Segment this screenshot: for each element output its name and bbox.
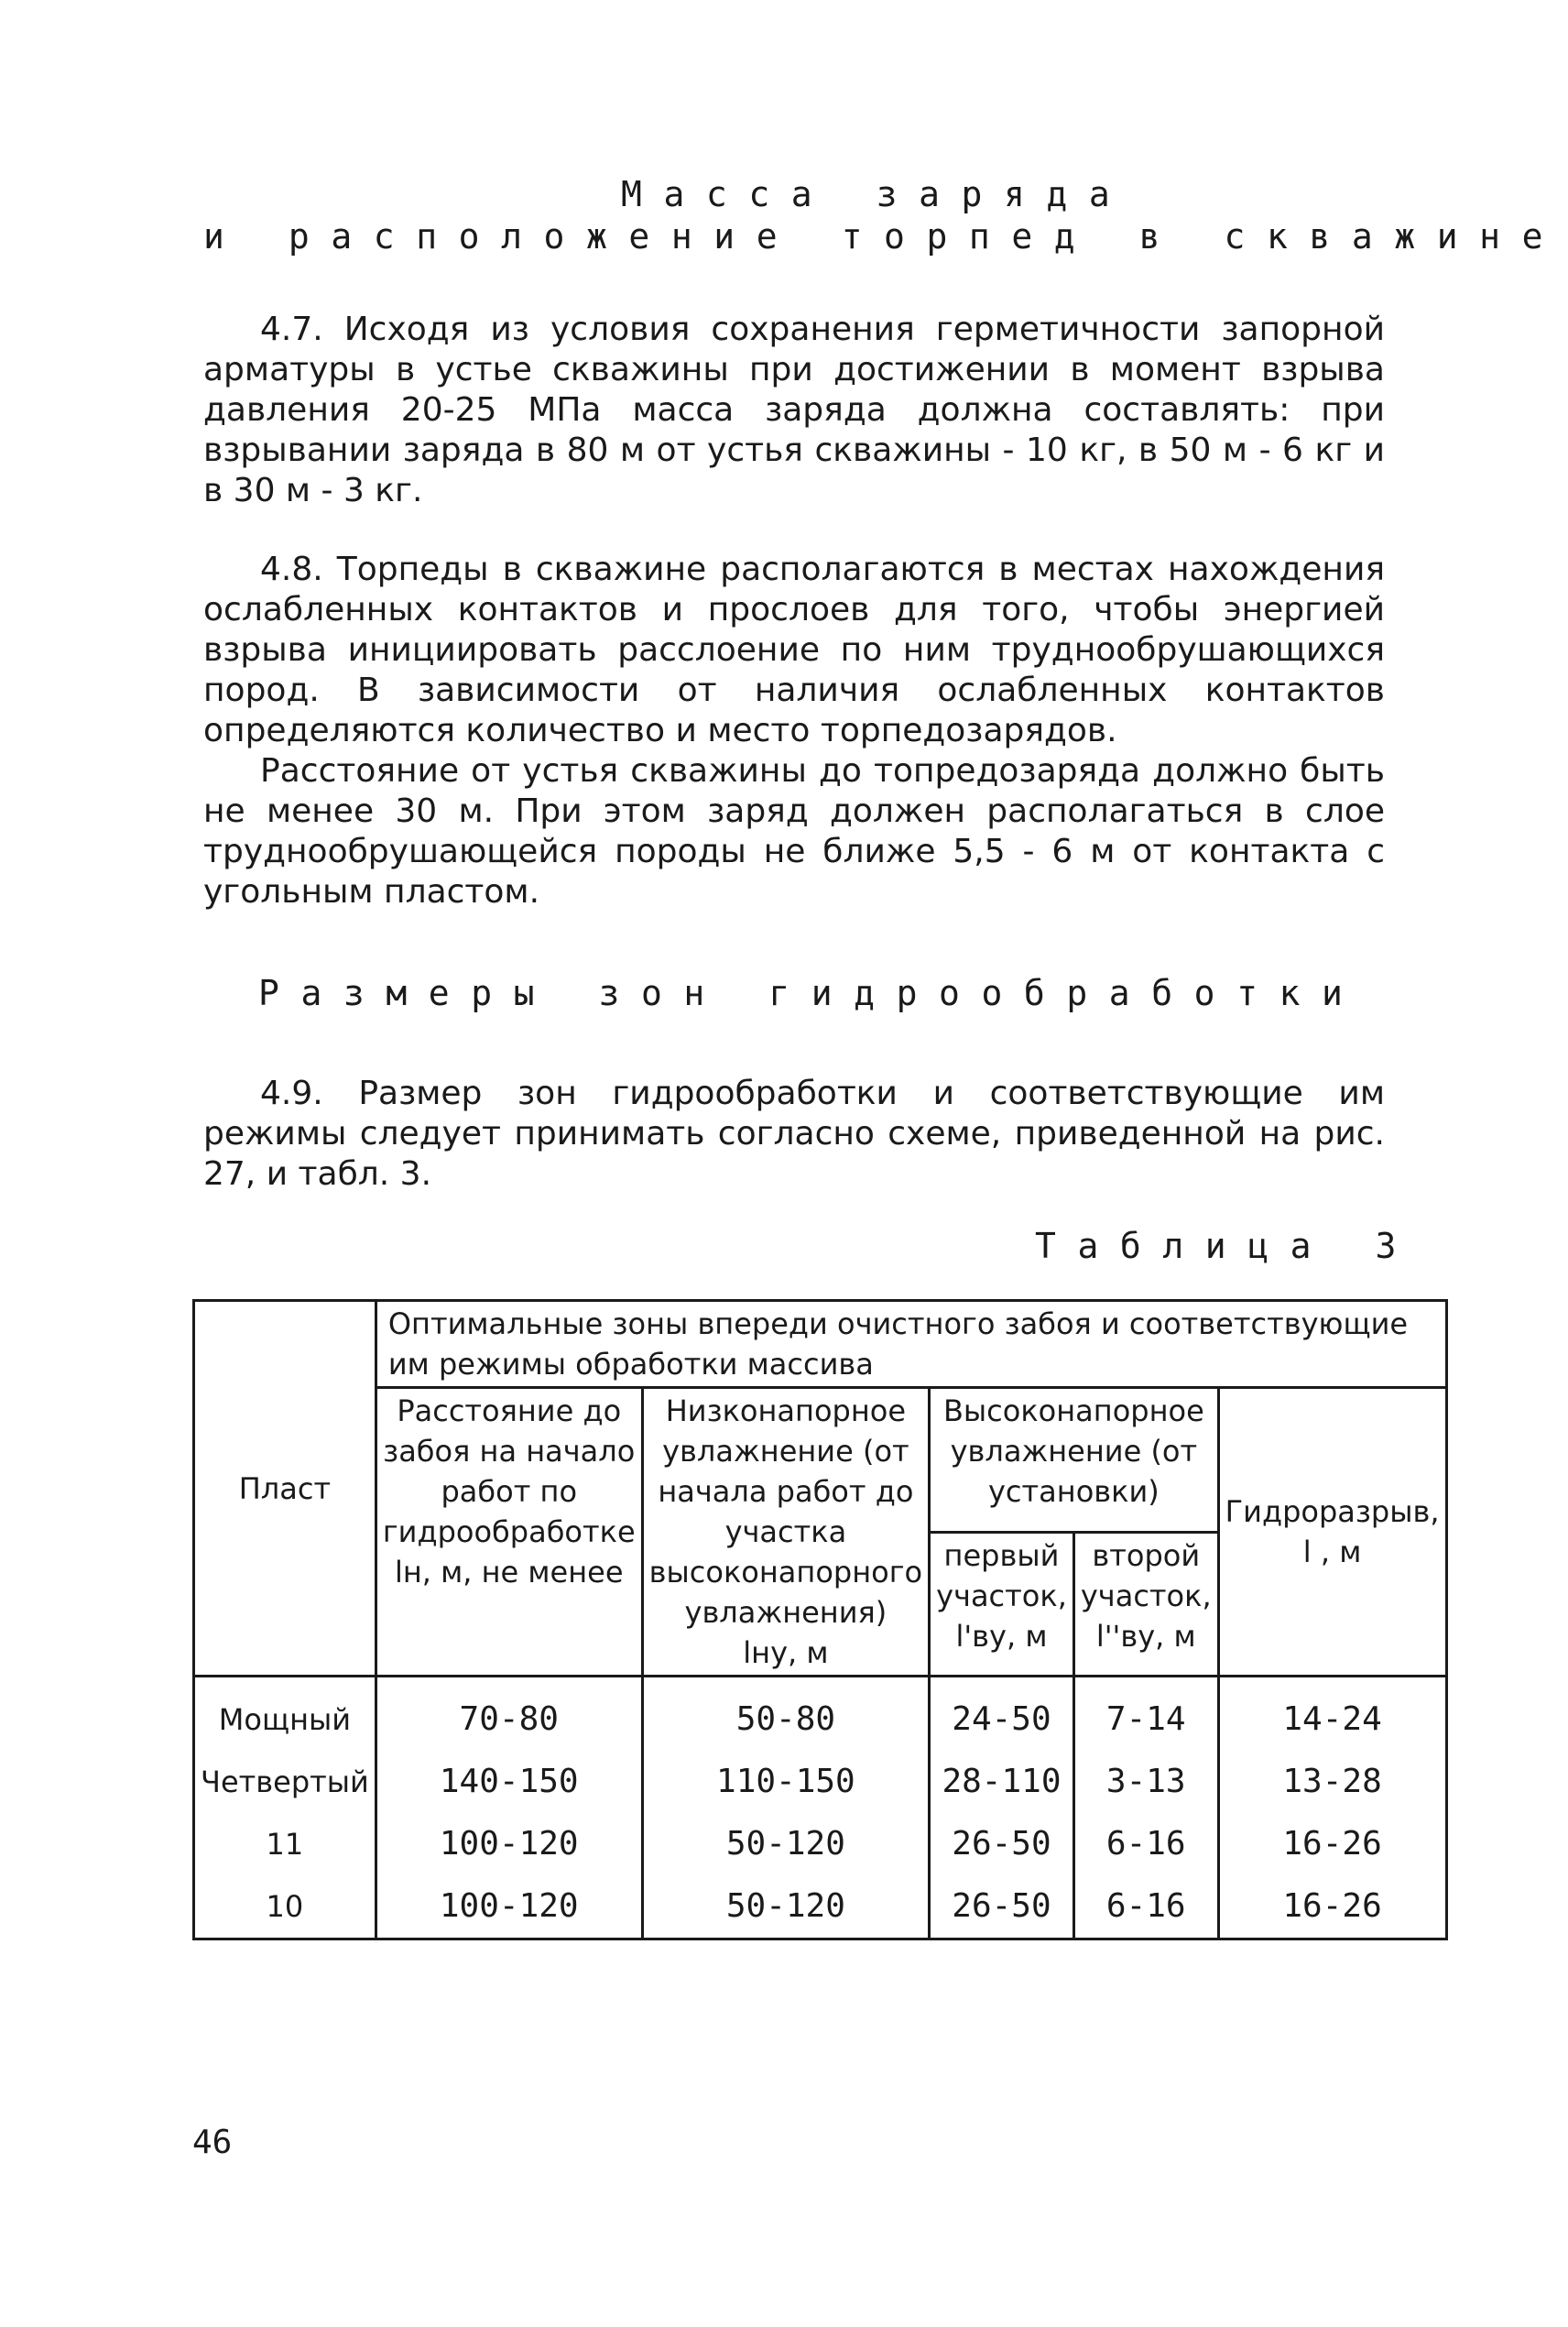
paragraph-4-8-distance-text: Расстояние от устья скважины до топредозаряда должно быть не менее 30 м. При этом заряд должен располагаться в слое труднообрушающейся породы не ближе 5,5 - 6 м от контакта с угольным пластом. — [203, 752, 1385, 911]
cell-fracturing: 16-26 — [1218, 1813, 1446, 1875]
header-first-section — [930, 1532, 1074, 1677]
header-high-pressure: Высоконапорное увлажнение (от установки) — [930, 1388, 1219, 1533]
cell-fracturing: 14-24 — [1218, 1677, 1446, 1752]
header-low-pressure — [642, 1388, 929, 1677]
table-header-row-2 — [194, 1388, 1447, 1533]
cell-distance: 100-120 — [376, 1813, 642, 1875]
paragraph-4-9-text: 4.9. Размер зон гидрообработки и соответствующие им режимы следует принимать согласно схеме, приведенной на рис. 27, и табл. 3. — [203, 1075, 1385, 1193]
cell-low-pressure: 50-80 — [642, 1677, 929, 1752]
cell-distance: 140-150 — [376, 1751, 642, 1813]
table-row — [194, 1813, 1447, 1875]
header-fracturing — [1218, 1388, 1446, 1677]
cell-second-section: 6-16 — [1073, 1875, 1218, 1939]
header-second-section-symbol: l''ву, м — [1095, 1618, 1196, 1654]
header-fracturing-text: Гидроразрыв, — [1225, 1494, 1440, 1529]
paragraph-4-7 — [203, 310, 1385, 511]
header-plast: Пласт — [194, 1301, 376, 1677]
header-first-section-text: первый участок, — [936, 1537, 1067, 1613]
cell-plast: Четвертый — [194, 1751, 376, 1813]
table-row — [194, 1875, 1447, 1939]
cell-first-section: 28-110 — [930, 1751, 1074, 1813]
cell-distance: 100-120 — [376, 1875, 642, 1939]
paragraph-4-8-text: 4.8. Торпеды в скважине располагаются в местах нахождения ослабленных контактов и прослоев для того, чтобы энергией взрыва инициировать расслоение по ним труднообрушающихся пород. В зависимости от наличия ослабленных контактов определяются количество и место торпедозарядов. — [203, 551, 1385, 749]
section-heading-zones: Размеры зон гидрообработки — [258, 973, 1365, 1013]
paragraph-4-8 — [203, 550, 1385, 912]
page-number: 46 — [192, 2124, 233, 2161]
cell-first-section: 26-50 — [930, 1875, 1074, 1939]
table-header-row-1 — [194, 1301, 1447, 1388]
header-fracturing-symbol: l , м — [1302, 1535, 1362, 1569]
paragraph-4-9 — [203, 1074, 1385, 1195]
header-second-section — [1073, 1532, 1218, 1677]
cell-low-pressure: 110-150 — [642, 1751, 929, 1813]
table-3 — [192, 1299, 1448, 1940]
table-row — [194, 1677, 1447, 1752]
cell-fracturing: 16-26 — [1218, 1875, 1446, 1939]
header-second-section-text: второй участок, — [1080, 1537, 1212, 1613]
cell-second-section: 6-16 — [1073, 1813, 1218, 1875]
header-first-section-symbol: l'ву, м — [955, 1618, 1048, 1654]
section-heading-charge-line2: и расположение торпед в скважине — [203, 216, 1565, 257]
cell-plast: Мощный — [194, 1677, 376, 1752]
cell-second-section: 3-13 — [1073, 1751, 1218, 1813]
section-heading-charge-line1: Масса заряда — [621, 174, 1132, 214]
cell-plast: 11 — [194, 1813, 376, 1875]
header-distance: Расстояние до забоя на начало работ по гидрообработке lн, м, не менее — [376, 1388, 642, 1677]
header-low-pressure-symbol: lну, м — [743, 1635, 829, 1670]
cell-second-section: 7-14 — [1073, 1677, 1218, 1752]
table-row — [194, 1751, 1447, 1813]
paragraph-4-7-text: 4.7. Исходя из условия сохранения герметичности запорной арматуры в устье скважины при достижении в момент взрыва давления 20-25 МПа масса заряда должна составлять: при взрывании заряда в 80 м от устья скважины - 10 кг, в 50 м - 6 кг и в 30 м - 3 кг. — [203, 311, 1385, 509]
cell-fracturing: 13-28 — [1218, 1751, 1446, 1813]
cell-low-pressure: 50-120 — [642, 1875, 929, 1939]
cell-first-section: 24-50 — [930, 1677, 1074, 1752]
table-caption: Таблица 3 — [1035, 1226, 1418, 1266]
cell-first-section: 26-50 — [930, 1813, 1074, 1875]
cell-low-pressure: 50-120 — [642, 1813, 929, 1875]
header-low-pressure-text: Низконапорное увлажнение (от начала работ до участка высоконапорного увлажнения) — [648, 1393, 923, 1630]
cell-plast: 10 — [194, 1875, 376, 1939]
cell-distance: 70-80 — [376, 1677, 642, 1752]
header-optimal-zones: Оптимальные зоны впереди очистного забоя и соответствующие им режимы обработки массива — [376, 1301, 1446, 1388]
